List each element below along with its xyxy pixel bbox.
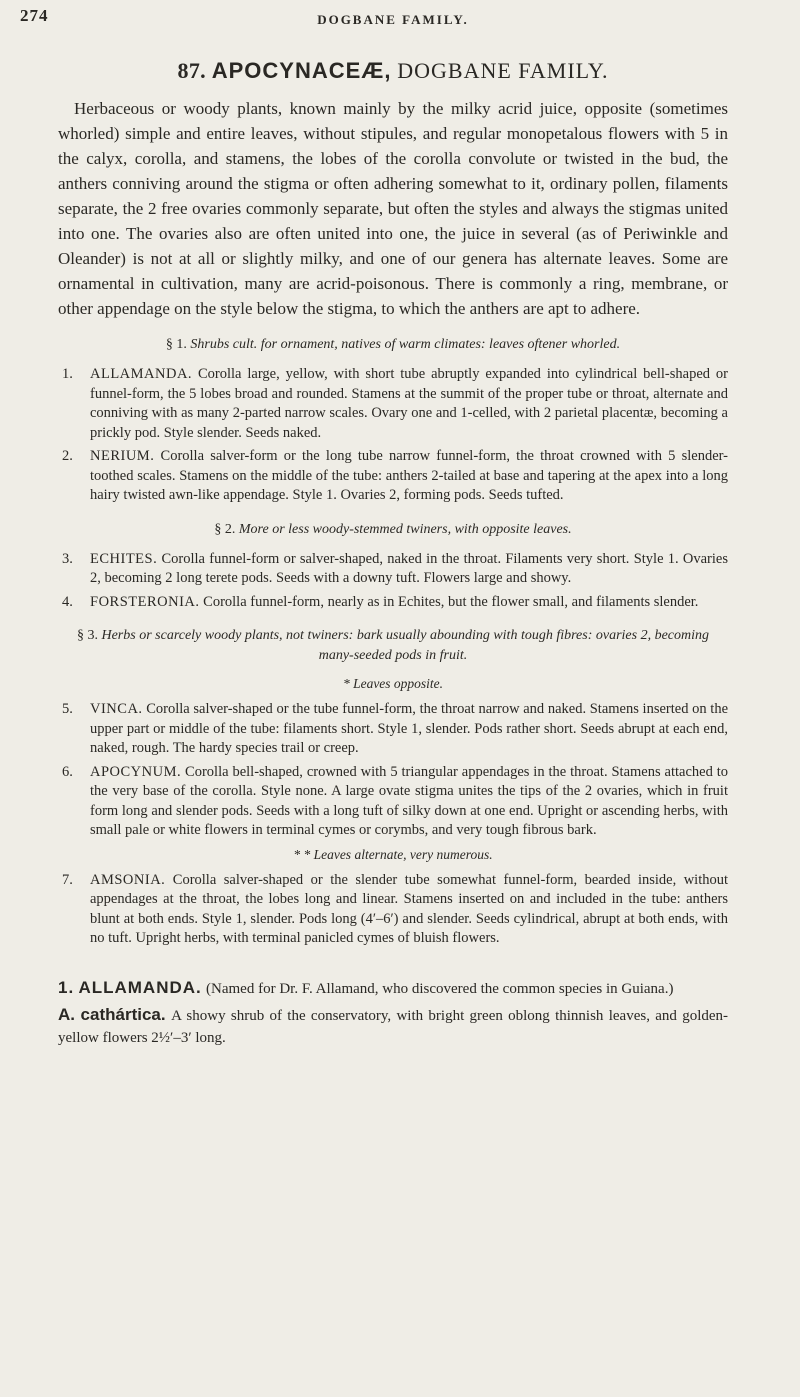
entry-number: 6. [62, 763, 73, 780]
entry-text: Corolla funnel-form, nearly as in Echites, but the flower small, and filaments slender. [203, 593, 699, 610]
genus-detail-note: (Named for Dr. F. Allamand, who discovered the common species in Guiana.) [206, 980, 674, 997]
subsection-heading: * Leaves opposite. [342, 676, 444, 691]
genus-entry [62, 871, 728, 949]
family-title [58, 58, 728, 84]
genus-detail-heading [58, 975, 728, 1002]
species-letter: A. [58, 1004, 75, 1024]
entry-text: Corolla salver-form or the long tube narrow funnel-form, the throat crowned with 5 slender-toothed scales. Stamens on the middle of the tube: anthers 2-tailed at base and tapering at the apex into a long hairy twisted awn-like appendage. Style 1. Ovaries 2, forming pods. Seeds tufted. [90, 448, 729, 503]
entry-genus: APOCYNUM. [90, 763, 182, 780]
entry-body [90, 700, 728, 759]
entry-number: 4. [62, 593, 73, 610]
family-english-name: DOGBANE FAMILY. [397, 58, 609, 83]
entry-genus: AMSONIA. [90, 871, 166, 888]
genus-entry [62, 593, 728, 613]
entry-body [90, 550, 728, 589]
entry-text: Corolla bell-shaped, crowned with 5 triangular appendages in the throat. Stamens attached to the very base of the corolla. Style none. A large ovate stigma unites the tips of the 2 ovaries, which in fruit form long and slender pods. Seeds with a long tuft of silky down at one end. Upright or ascending herbs, with small pale or white flowers in terminal cymes or corymbs, and very tough fibrous bark. [90, 763, 729, 838]
entry-number: 2. [62, 448, 73, 464]
genus-detail-number: 1. [58, 977, 75, 997]
entry-genus: ALLAMANDA. [90, 366, 193, 382]
entry-genus: ECHITES. [90, 550, 158, 567]
section-marker: § 2. [214, 521, 236, 537]
running-head: DOGBANE FAMILY. [317, 12, 469, 27]
page-number: 274 [20, 6, 49, 25]
section-heading [58, 626, 728, 666]
section-marker: § 3. [76, 628, 98, 643]
entry-text: Corolla large, yellow, with short tube abruptly expanded into cylindrical bell-shaped or funnel-form, the 5 lobes broad and rounded. Stamens at the summit of the proper tube or throat, alternate and conniving with as many 2-parted narrow scales. Ovary one and 1-celled, with 2 parietal placentæ, becoming a prickly pod. Style slender. Seeds naked. [90, 366, 728, 441]
genus-entry [62, 700, 728, 759]
family-latin-name: APOCYNACEÆ, [211, 58, 392, 83]
entry-number: 3. [62, 550, 73, 567]
entry-body [90, 871, 728, 949]
species-entry [58, 1004, 728, 1049]
family-description: Herbaceous or woody plants, known mainly by the milky acrid juice, opposite (sometimes whorled) simple and entire leaves, without stipules, and regular monopetalous flowers with 5 in the calyx, corolla, and stamens, the lobes of the corolla convolute or twisted in the bud, the anthers conniving around the stigma or often adhering somewhat to it, ordinary pollen, filaments separate, the 2 free ovaries commonly separate, but often the styles and always the stigmas united into one. The ovaries also are often united into one, the juice in several (as of Periwinkle and Oleander) is not at all or slightly milky, and one of our genera has alternate leaves. Some are ornamental in cultivation, many are acrid-poisonous. There is commonly a ring, membrane, or other appendage on the style below the stigma, to which the anthers are apt to adhere. [58, 99, 728, 318]
species-name: cathártica. [80, 1004, 166, 1024]
section-heading [58, 335, 728, 355]
entry-number: 7. [62, 871, 73, 888]
section-marker: § 1. [165, 337, 187, 352]
entry-genus: FORSTERONIA. [90, 593, 200, 610]
entry-number: 1. [62, 366, 73, 382]
entry-body [90, 447, 728, 506]
section-heading-text: Herbs or scarcely woody plants, not twiners: bark usually abounding with tough fibres: ovaries 2, becoming many-seeded pods in fruit. [101, 628, 710, 663]
genus-entry [62, 447, 728, 506]
section-heading-text: More or less woody-stemmed twiners, with opposite leaves. [238, 521, 572, 537]
entry-text: Corolla funnel-form or salver-shaped, naked in the throat. Filaments very short. Style 1. Ovaries 2, becoming 2 long terete pods. Seeds with a downy tuft. Flowers large and showy. [90, 550, 728, 586]
genus-entry [62, 763, 728, 841]
genus-entry [62, 365, 728, 443]
genus-entry [62, 550, 728, 589]
entry-body [90, 593, 728, 613]
entry-body [90, 763, 728, 841]
genus-detail-name: ALLAMANDA. [78, 977, 202, 997]
entry-genus: VINCA. [90, 701, 143, 717]
entry-text: Corolla salver-shaped or the tube funnel-form, the throat narrow and naked. Stamens inserted on the upper part or middle of the tube: filaments short. Style 1, slender. Pods rather short. Seeds abrupt at each end, naked, rough. The hardy species trail or creep. [90, 701, 729, 756]
subsection-heading: * * Leaves alternate, very numerous. [293, 846, 493, 862]
entry-genus: NERIUM. [90, 448, 155, 464]
section-heading-text: Shrubs cult. for ornament, natives of warm climates: leaves oftener whorled. [190, 337, 621, 352]
species-description: A showy shrub of the conservatory, with bright green oblong thinnish leaves, and golden-yellow flowers 2½′–3′ long. [58, 1007, 729, 1046]
section-heading [58, 520, 728, 540]
entry-body [90, 365, 728, 443]
page-header [20, 0, 728, 34]
entry-text: Corolla salver-shaped or the slender tube somewhat funnel-form, bearded inside, without appendages at the throat, the lobes long and linear. Stamens inserted on and included in the tube: anthers blunt at both ends. Style 1, slender. Pods long (4′–6′) and slender. Seeds cylindrical, abrupt at both ends, with no tuft. Upright herbs, with terminal panicled cymes of bluish flowers. [90, 871, 729, 946]
entry-number: 5. [62, 701, 73, 717]
family-number: 87. [177, 58, 206, 83]
